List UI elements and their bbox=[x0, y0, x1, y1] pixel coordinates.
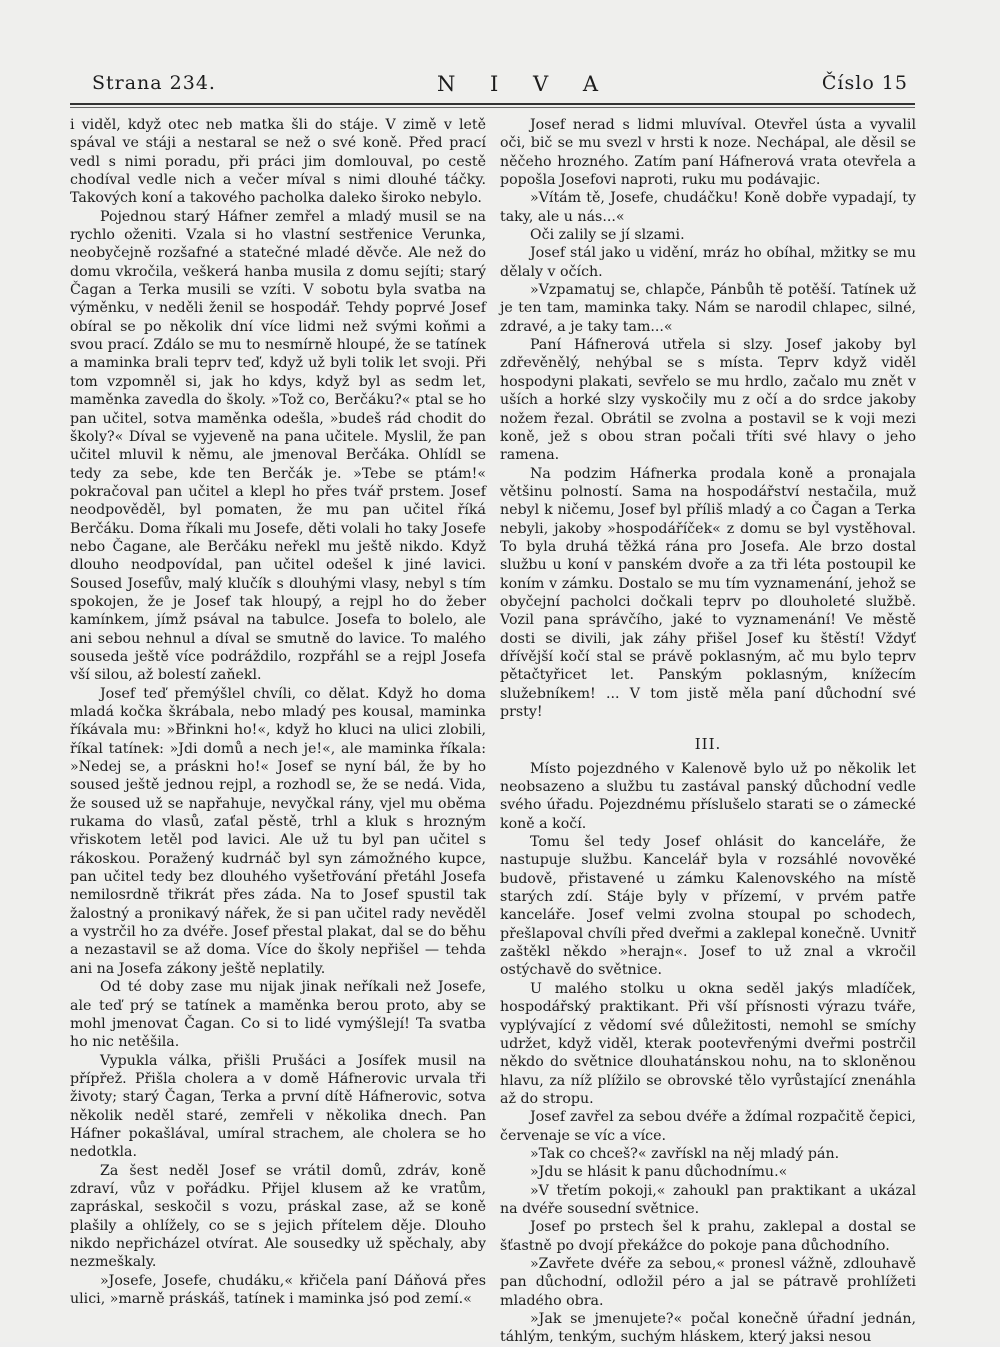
paragraph: Josef nerad s lidmi mluvíval. Otevřel ústa a vyvalil oči, bič se mu svezl v hrsti k noze. Nechápal, ale děsil se něčeho hrozného. Zatím paní Háfnerová vrata otevřela a popošla Josefovi naproti, ruku mu podávajic. bbox=[500, 117, 916, 189]
paragraph: »Vzpamatuj se, chlapče, Pánbůh tě potěší. Tatínek už je ten tam, maminka taky. Nám se narodil chlapec, silné, zdravé, a je taky tam...« bbox=[500, 282, 916, 335]
left-column bbox=[70, 116, 486, 1308]
paragraph: »V třetím pokoji,« zahoukl pan praktikant a ukázal na dvéře sousední světnice. bbox=[500, 1182, 916, 1217]
paragraph: i viděl, když otec neb matka šli do stáje. V zimě v letě spával ve stáji a nestaral se než o své koně. Před prací vedl s nimi poradu, při práci jim domlouval, po cestě chodíval vedle nich a večer míval s nimi dlouhé táčky. Takových koní a takového pacholka daleko široko nebylo. bbox=[70, 117, 486, 207]
paragraph: Josef stál jako u vidění, mráz ho obíhal, mžitky se mu dělaly v očích. bbox=[500, 245, 916, 280]
paragraph: Josef teď přemýšlel chvíli, co dělat. Když ho doma mladá kočka škrábala, nebo mladý pes kousal, maminka říkávala mu: »Břinkni ho!«, když ho kluci na ulici zlobili, říkal tatínek: »Jdi domů a nech je!«, ale maminka říkala: »Nedej se, a prásknі ho!« Josef se nyní bál, že by ho soused ještě jednou rejpl, a rozhodl se, že se nedá. Vida, že soused už se napřahuje, nevyčkal rány, vjel mu oběma rukama do vlasů, zaťal pěstě, trhl a kluk s hrozným vřiskotem letěl pod lavici. Ale už tu byl pan učitel s rákoskou. Poražený kudrnáč byl syn zámožného kupce, pan učitel tedy bez dlouhého vyšetřování přetáhl Josefa nemilosrdně třikrát přes záda. Na to Josef spustil tak žalostný a pronikavý nářek, že si pan učitel rady nevěděl a vystrčil ho za dvéře. Josef přestal plakat, dal se do běhu a nezastavil se až doma. Více do školy nepřišel — tehda ani na Josefa zákony ještě neplatily. bbox=[70, 685, 486, 977]
section-heading: III. bbox=[694, 735, 722, 754]
journal-title: N I V A bbox=[437, 72, 613, 96]
paragraph: Paní Háfnerová utřela si slzy. Josef jakoby byl zdřevěnělý, nehýbal se s místa. Teprv když viděl hospodyni plakati, sevřelo se mu hrdlo, začalo mu znět v uších a horké slzy vyskočily mu z očí a do srdce jakoby nožem řezal. Obrátil se zvolna a postavil se k voji mezi koně, jež s obou stran počali tříti své hlavy o jeho ramena. bbox=[500, 337, 916, 464]
paragraph: Tomu šel tedy Josef ohlásit do kanceláře, že nastupuje službu. Kancelář byla v rozsáhlé novověké budově, přistavené u zámku Kalenovského na místě starých zdí. Stáje byly v přízemí, v prvém patře kanceláře. Josef velmi zvolna stoupal po schodech, přešlapoval chvíli před dveřmi a zaklepal konečně. Uvnitř zaštěkl někdo »herajn«. Josef to už znal a vkročil ostýchavě do světnice. bbox=[500, 834, 916, 979]
paragraph: »Vítám tě, Josefe, chudáčku! Koně dobře vypadají, ty taky, ale u nás...« bbox=[500, 190, 916, 225]
paragraph: Josef po prstech šel k prahu, zaklepal a dostal se šťastně po dvojí překážce do pokoje pana důchodního. bbox=[500, 1219, 916, 1254]
paragraph: Oči zalily se jí slzami. bbox=[530, 227, 685, 244]
page-header bbox=[92, 72, 912, 102]
header-rule-thin bbox=[70, 107, 915, 108]
paragraph: Od té doby zase mu nijak jinak neříkali než Josefe, ale teď prý se tatínek a maměnka berou proto, aby se mohl jmenovat Čagan. Co si to lidé vymýšlejí! Ta svatba ho nic netěšila. bbox=[70, 979, 486, 1051]
page-number: Strana 234. bbox=[92, 72, 216, 94]
paragraph: »Jdu se hlásit k panu důchodnímu.« bbox=[530, 1164, 788, 1181]
issue-number: Číslo 15 bbox=[821, 72, 908, 94]
paragraph: »Jak se jmenujete?« počal konečně úřadní jednán, táhlým, tenkým, suchým hláskem, který jaksi nesou bbox=[500, 1311, 916, 1346]
paragraph: »Tak co chceš?« zavřískl na něj mladý pán. bbox=[530, 1145, 840, 1162]
paragraph: »Josefe, Josefe, chudáku,« křičela paní Dáňová přes ulici, »marně práskáš, tatínek i maminka jsó pod zemí.« bbox=[70, 1272, 486, 1307]
paragraph: Místo pojezdného v Kalenově bylo už po několik let neobsazeno a službu tu zastával panský důchodní vedle svého úřadu. Pojezdnému příslušelo starati se o zámecké koně a kočí. bbox=[500, 760, 916, 832]
paragraph: U malého stolku u okna seděl jakýs mladíček, hospodářský praktikant. Při vší přísnosti výrazu tváře, vyplývající z vědomí své důležitosti, nemohl se smíchy udržet, když viděl, kterak pootevřenými dveřmi postrčil někdo do světnice dlouhatánskou nohu, na to skloněnou hlavu, za níž plížilo se obrovské tělo vyrůstající znenáhla až do stropu. bbox=[500, 980, 916, 1107]
paragraph: »Zavřete dvéře za sebou,« pronesl vážně, zdlouhavě pan důchodní, odložil péro a jal se pátravě prohlížeti mladého obra. bbox=[500, 1255, 916, 1309]
paragraph: Za šest neděl Josef se vrátil domů, zdráv, koně zdraví, vůz v pořádku. Přijel klusem až ke vratům, zapráskal, seskočil s vozu, práskal zase, až se koně plašily a ohlížely, co se s jejich přítelem děje. Dlouho nikdo nepřicházel otvírat. Ale sousedky už spěchaly, aby nezmeškaly. bbox=[70, 1162, 486, 1271]
paragraph: Vypukla válka, přišli Prušáci a Josífek musil na přípřež. Přišla cholera a v domě Háfnerovic urvala tři životy; starý Čagan, Terka a první dítě Háfnerovic, sotva několik neděl staré, zemřeli v několika dnech. Pan Háfner pokašlával, umíral strachem, ale cholera se ho nedotkla. bbox=[70, 1052, 486, 1161]
paragraph: Pojednou starý Háfner zemřel a mladý musil se na rychlo oženiti. Vzala si ho vlastní sestřenice Verunka, neobyčejně rozšafné a statečné mladé děvče. Ale než do domu vkročila, veškerá hanba musila z domu sejíti; starý Čagan a Terka musili se vzíti. V sobotu byla svatba na výměnku, v neděli ženil se hospodář. Tehdy poprvé Josef obíral se po několik dní více lidmi než svými koňmi a svou prací. Zdálo se mu to nesmírně hloupé, že se tatínek a maminka brali teprv teď, když už byli tolik let svoji. Při tom vzpomněl si, jak ho kdys, když byl as sedm let, maměnka zavedla do školy. »Tož co, Berčáku?« ptal se ho pan učitel, sotva maměnka odešla, »budeš rád chodit do školy?« Díval se vyjeveně na pana učitele. Myslil, že pan učitel mluvil k němu, ale jmenoval Berčáka. Ohlídl se tedy za sebe, kde ten Berčák je. »Tebe se ptám!« pokračoval pan učitel a klepl ho přes tvář prstem. Josef neodpověděl, byl pomaten, že mu pan učitel říká Berčáku. Doma říkali mu Josefe, děti volali ho taky Josefe nebo Čagane, ale Berčáku neřekl mu ještě nikdo. Když dlouho neodpovídal, pan učitel odešel k jiné lavici. Soused Josefův, malý klučík s dlouhými vlasy, nebyl s tím spokojen, že je Josef tak hloupý, a rejpl ho do žeber kamínkem, jímž psával na tabulce. Josefa to bolelo, ale ani sebou nehnul a díval se smutně do lavice. To malého souseda ještě více podráždilo, rozpřáhl se a rejpl Josefa vší silou, až bolestí zaňekl. bbox=[70, 208, 486, 684]
paragraph: Na podzim Háfnerka prodala koně a pronajala většinu polností. Sama na hospodářství nestačila, muž nebyl k ničemu, Josef byl příliš mladý a co Čagan a Terka nebyli, jakoby »hospodáříček« z domu se byl vystěhoval. To byla druhá těžká rána pro Josefa. Ale brzo dostal službu u koní v panském dvoře a za tři léta postoupil ke koním v zámku. Dostalo se mu tím vyznamenání, jehož se obyčejní pacholci dočkali teprv po dlouholeté službě. Vozil pana správčího, jaké to vyznamenání! Ve městě dosti se divili, jak záhy přišel Josef ku štěstí! Vždyť dřívější kočí stal se právě poklasným, ač mu bylo teprv pětačtyřicet let. Panským poklasným, knížecím služebníkem! ... V tom jistě měla paní důchodní své prsty! bbox=[500, 465, 916, 720]
header-rule bbox=[70, 103, 915, 105]
right-column bbox=[500, 116, 916, 1347]
paragraph: Josef zavřel za sebou dvéře a ždímal rozpačitě čepici, červenaje se víc a více. bbox=[500, 1109, 916, 1144]
